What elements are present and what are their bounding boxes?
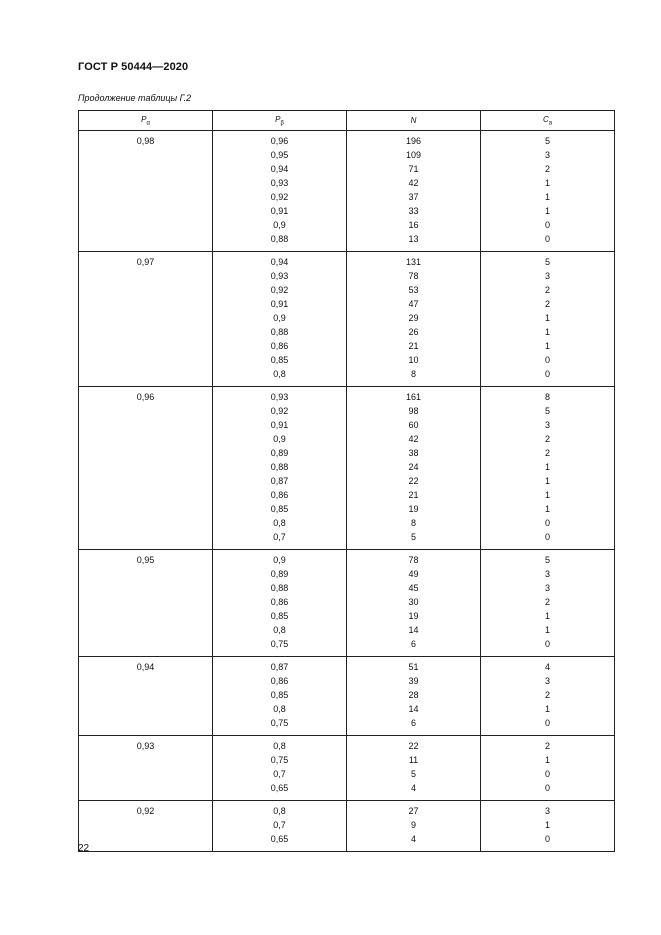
p-beta-value: 0,9 xyxy=(273,220,286,230)
n-value: 10 xyxy=(408,355,419,365)
n-value: 14 xyxy=(408,625,419,635)
p-alpha-cell xyxy=(79,657,213,736)
table-body xyxy=(79,131,615,852)
p-beta-value: 0,86 xyxy=(270,676,289,686)
n-value: 16 xyxy=(408,220,419,230)
p-alpha-cell xyxy=(79,131,213,252)
table-row-group xyxy=(79,550,615,657)
p-beta-cell xyxy=(213,252,347,387)
c-a-cell xyxy=(481,736,615,801)
table-row-group xyxy=(79,736,615,801)
p-beta-value: 0,8 xyxy=(273,518,286,528)
p-alpha-cell xyxy=(79,736,213,801)
c-a-value: 4 xyxy=(544,662,550,672)
n-value: 21 xyxy=(408,490,419,500)
c-a-value: 0 xyxy=(544,220,550,230)
p-beta-value: 0,89 xyxy=(270,569,289,579)
table-caption: Продолжение таблицы Г.2 xyxy=(78,93,192,103)
n-value: 33 xyxy=(408,206,419,216)
n-cell xyxy=(347,801,481,852)
c-a-cell xyxy=(481,131,615,252)
c-a-value: 2 xyxy=(544,434,550,444)
c-a-cell xyxy=(481,387,615,550)
n-value: 29 xyxy=(408,313,419,323)
n-value: 78 xyxy=(408,555,419,565)
table-row-group xyxy=(79,131,615,252)
n-value: 5 xyxy=(410,769,416,779)
p-beta-value: 0,88 xyxy=(270,462,289,472)
n-value: 53 xyxy=(408,285,419,295)
n-value: 161 xyxy=(405,392,422,402)
p-alpha-value: 0,96 xyxy=(136,392,155,402)
c-a-value: 0 xyxy=(544,718,550,728)
n-value: 196 xyxy=(405,136,422,146)
n-cell xyxy=(347,736,481,801)
p-beta-value: 0,86 xyxy=(270,341,289,351)
n-value: 27 xyxy=(408,806,419,816)
p-alpha-value: 0,95 xyxy=(136,555,155,565)
c-a-cell xyxy=(481,657,615,736)
p-alpha-cell xyxy=(79,252,213,387)
c-a-cell xyxy=(481,550,615,657)
p-beta-value: 0,91 xyxy=(270,420,289,430)
c-a-value: 3 xyxy=(544,676,550,686)
n-value: 38 xyxy=(408,448,419,458)
n-value: 30 xyxy=(408,597,419,607)
c-a-value: 5 xyxy=(544,136,550,146)
n-value: 9 xyxy=(410,820,416,830)
n-cell xyxy=(347,657,481,736)
c-a-value: 3 xyxy=(544,569,550,579)
p-beta-value: 0,8 xyxy=(273,369,286,379)
p-beta-value: 0,75 xyxy=(270,755,289,765)
n-value: 14 xyxy=(408,704,419,714)
p-beta-value: 0,92 xyxy=(270,406,289,416)
column-header-p-alpha: $P_\alpha$ xyxy=(79,111,213,131)
n-value: 39 xyxy=(408,676,419,686)
p-alpha-value: 0,93 xyxy=(136,741,155,751)
p-alpha-value: 0,97 xyxy=(136,257,155,267)
c-a-value: 1 xyxy=(544,611,550,621)
data-table xyxy=(78,110,615,852)
p-beta-value: 0,89 xyxy=(270,448,289,458)
n-value: 21 xyxy=(408,341,419,351)
table-row-group xyxy=(79,252,615,387)
n-value: 13 xyxy=(408,234,419,244)
p-beta-value: 0,75 xyxy=(270,718,289,728)
p-beta-cell xyxy=(213,131,347,252)
n-value: 37 xyxy=(408,192,419,202)
c-a-value: 0 xyxy=(544,639,550,649)
n-value: 71 xyxy=(408,164,419,174)
c-a-value: 2 xyxy=(544,741,550,751)
p-beta-value: 0,85 xyxy=(270,690,289,700)
p-beta-value: 0,88 xyxy=(270,583,289,593)
c-a-value: 1 xyxy=(544,178,550,188)
p-beta-value: 0,85 xyxy=(270,504,289,514)
n-value: 22 xyxy=(408,476,419,486)
p-alpha-cell xyxy=(79,387,213,550)
p-beta-value: 0,87 xyxy=(270,476,289,486)
p-beta-value: 0,7 xyxy=(273,769,286,779)
c-a-value: 5 xyxy=(544,555,550,565)
p-beta-value: 0,88 xyxy=(270,234,289,244)
n-value: 4 xyxy=(410,834,416,844)
n-value: 42 xyxy=(408,434,419,444)
c-a-value: 0 xyxy=(544,532,550,542)
p-beta-value: 0,9 xyxy=(273,434,286,444)
p-beta-value: 0,92 xyxy=(270,192,289,202)
n-value: 78 xyxy=(408,271,419,281)
table-row-group xyxy=(79,387,615,550)
p-beta-value: 0,88 xyxy=(270,327,289,337)
p-beta-cell xyxy=(213,801,347,852)
p-alpha-cell xyxy=(79,801,213,852)
n-value: 4 xyxy=(410,783,416,793)
c-a-value: 3 xyxy=(544,583,550,593)
c-a-cell xyxy=(481,801,615,852)
p-alpha-value: 0,92 xyxy=(136,806,155,816)
p-beta-value: 0,9 xyxy=(273,313,286,323)
p-beta-value: 0,85 xyxy=(270,355,289,365)
n-value: 11 xyxy=(408,755,419,765)
c-a-value: 3 xyxy=(544,271,550,281)
n-cell xyxy=(347,550,481,657)
p-beta-cell xyxy=(213,657,347,736)
c-a-value: 1 xyxy=(544,755,550,765)
p-alpha-value: 0,94 xyxy=(136,662,155,672)
document-title: ГОСТ Р 50444—2020 xyxy=(78,61,189,73)
c-a-value: 8 xyxy=(544,392,550,402)
n-value: 8 xyxy=(410,369,416,379)
c-a-value: 1 xyxy=(544,313,550,323)
n-value: 98 xyxy=(408,406,419,416)
table-row-group xyxy=(79,801,615,852)
n-value: 131 xyxy=(405,257,422,267)
c-a-value: 1 xyxy=(544,490,550,500)
n-value: 28 xyxy=(408,690,419,700)
p-beta-value: 0,65 xyxy=(270,783,289,793)
c-a-value: 1 xyxy=(544,462,550,472)
c-a-value: 1 xyxy=(544,820,550,830)
table-row-group xyxy=(79,657,615,736)
c-a-value: 1 xyxy=(544,476,550,486)
c-a-cell xyxy=(481,252,615,387)
n-cell xyxy=(347,252,481,387)
p-beta-value: 0,75 xyxy=(270,639,289,649)
p-beta-value: 0,91 xyxy=(270,299,289,309)
p-beta-value: 0,93 xyxy=(270,271,289,281)
c-a-value: 2 xyxy=(544,285,550,295)
page-number: 22 xyxy=(78,843,90,854)
c-a-value: 5 xyxy=(544,406,550,416)
column-header-n: N xyxy=(347,111,481,131)
n-value: 109 xyxy=(405,150,422,160)
p-beta-value: 0,7 xyxy=(273,820,286,830)
p-beta-value: 0,65 xyxy=(270,834,289,844)
n-value: 24 xyxy=(408,462,419,472)
n-value: 19 xyxy=(408,504,419,514)
c-a-value: 2 xyxy=(544,690,550,700)
n-value: 45 xyxy=(408,583,419,593)
c-a-value: 0 xyxy=(544,369,550,379)
c-a-value: 0 xyxy=(544,518,550,528)
c-a-value: 0 xyxy=(544,783,550,793)
c-a-value: 2 xyxy=(544,299,550,309)
p-beta-value: 0,94 xyxy=(270,164,289,174)
n-cell xyxy=(347,131,481,252)
p-beta-value: 0,86 xyxy=(270,597,289,607)
c-a-value: 5 xyxy=(544,257,550,267)
c-a-value: 0 xyxy=(544,834,550,844)
p-beta-value: 0,9 xyxy=(273,555,286,565)
c-a-value: 1 xyxy=(544,327,550,337)
c-a-value: 1 xyxy=(544,704,550,714)
c-a-value: 1 xyxy=(544,206,550,216)
p-beta-value: 0,85 xyxy=(270,611,289,621)
c-a-value: 1 xyxy=(544,625,550,635)
n-value: 47 xyxy=(408,299,419,309)
p-beta-value: 0,94 xyxy=(270,257,289,267)
c-a-value: 1 xyxy=(544,504,550,514)
p-beta-value: 0,8 xyxy=(273,625,286,635)
c-a-value: 1 xyxy=(544,341,550,351)
c-a-value: 3 xyxy=(544,150,550,160)
p-beta-value: 0,93 xyxy=(270,392,289,402)
n-value: 22 xyxy=(408,741,419,751)
n-value: 5 xyxy=(410,532,416,542)
c-a-value: 2 xyxy=(544,448,550,458)
p-beta-value: 0,91 xyxy=(270,206,289,216)
c-a-value: 2 xyxy=(544,164,550,174)
p-beta-value: 0,8 xyxy=(273,704,286,714)
p-beta-cell xyxy=(213,736,347,801)
c-a-value: 3 xyxy=(544,420,550,430)
table-header-row xyxy=(79,111,615,131)
p-beta-value: 0,86 xyxy=(270,490,289,500)
c-a-value: 2 xyxy=(544,597,550,607)
c-a-value: 0 xyxy=(544,355,550,365)
p-beta-cell xyxy=(213,387,347,550)
c-a-value: 3 xyxy=(544,806,550,816)
p-alpha-cell xyxy=(79,550,213,657)
c-a-value: 0 xyxy=(544,769,550,779)
n-value: 6 xyxy=(410,639,416,649)
n-value: 19 xyxy=(408,611,419,621)
c-a-value: 1 xyxy=(544,192,550,202)
p-beta-cell xyxy=(213,550,347,657)
p-beta-value: 0,92 xyxy=(270,285,289,295)
p-beta-value: 0,8 xyxy=(273,741,286,751)
n-value: 60 xyxy=(408,420,419,430)
p-beta-value: 0,93 xyxy=(270,178,289,188)
n-value: 49 xyxy=(408,569,419,579)
p-beta-value: 0,8 xyxy=(273,806,286,816)
p-beta-value: 0,87 xyxy=(270,662,289,672)
n-value: 51 xyxy=(408,662,419,672)
column-header-c-a: $C_a$ xyxy=(481,111,615,131)
p-beta-value: 0,7 xyxy=(273,532,286,542)
c-a-value: 0 xyxy=(544,234,550,244)
column-header-p-beta: $P_\beta$ xyxy=(213,111,347,131)
n-value: 8 xyxy=(410,518,416,528)
n-value: 42 xyxy=(408,178,419,188)
p-beta-value: 0,95 xyxy=(270,150,289,160)
p-alpha-value: 0,98 xyxy=(136,136,155,146)
n-value: 26 xyxy=(408,327,419,337)
n-cell xyxy=(347,387,481,550)
p-beta-value: 0,96 xyxy=(270,136,289,146)
n-value: 6 xyxy=(410,718,416,728)
